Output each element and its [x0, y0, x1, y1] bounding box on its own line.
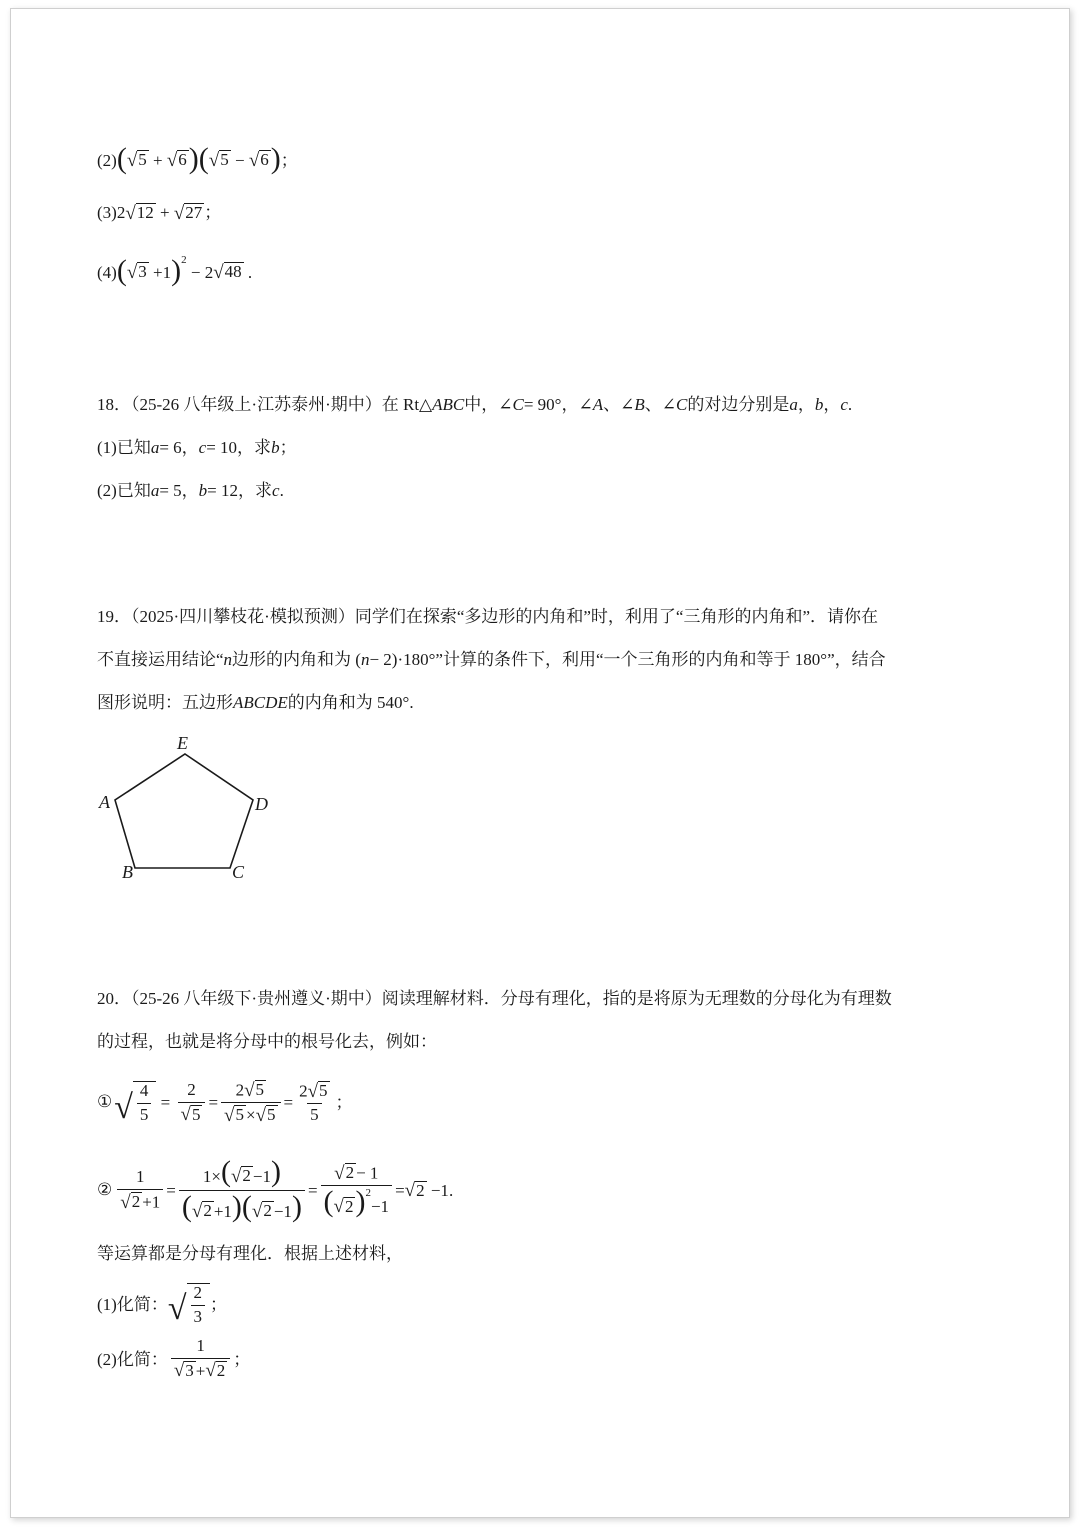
pentagon-shape [115, 754, 253, 868]
q18-stem: 18．（25-26 八年级上·江苏泰州·期中）在 Rt△ ABC 中，∠ C = 90°，∠ A 、∠ B 、∠ C 的对边分别是 a ， b ， c . [97, 395, 853, 414]
vertex-label-a: A [99, 792, 110, 812]
sqrt: √ 3 [126, 261, 147, 283]
sqrt: √ 27 [173, 202, 203, 224]
q17-part3: (3) 2 √ 12 + √ 27 ； [97, 202, 222, 224]
q17-part2: (2) ( √ 5 + √ 6 ) ( √ 5 − √ 6 ) ； [97, 142, 298, 175]
q19-line1: 19．（2025·四川攀枝花·模拟预测）同学们在探索“多边形的内角和”时，利用了“三角形的内角和”．请你在 [97, 607, 879, 626]
q20-line1: 20．（25-26 八年级下·贵州遵义·期中）阅读理解材料．分母有理化，指的是将原为无理数的分母化为有理数 [97, 989, 892, 1008]
q20-line3: 等运算都是分母有理化．根据上述材料， [97, 1244, 403, 1263]
q18-part2: (2)已知 a = 5， b = 12，求 c . [97, 481, 284, 500]
q17-part4: (4) ( √ 3 + 1 ) $^2$ − 2 √ 48 . [97, 253, 253, 287]
q19-line2: 不直接运用结论“ n 边形的内角和为 ( n − 2)·180°”计算的条件下，利用“一个三角形的内角和等于 180°”，结合 [97, 650, 886, 669]
q20-line2: 的过程，也就是将分母中的根号化去，例如： [97, 1032, 437, 1051]
sqrt: √ $\frac{2}{3}$ [168, 1283, 210, 1326]
sqrt: √ 48 [213, 261, 242, 283]
sqrt: √ 6 [166, 149, 187, 171]
sqrt: √ 12 [125, 202, 154, 224]
q20-example1: ① √ $\frac{4}{5}$ = 2 √ 5 = 2 √ 5 √ 5 × √ 5 = 2 √ 5 5 ； [97, 1079, 353, 1127]
q18-part1: (1)已知 a = 6， c = 10，求 b ； [97, 438, 297, 457]
q20-part1: (1)化简： √ $\frac{2}{3}$ ； [97, 1283, 227, 1328]
q20-example2: ② 1 √ 2 +1 = 1×( √ 2 −1) ( √ 2 +1)( √ 2 −1) = √ 2 − 1 ( √ 2 )$^2$−1 = √ 2 −1 . [97, 1155, 454, 1223]
q20-part2: (2)化简： 1 √ 3 + √ 2 ； [97, 1336, 251, 1382]
sqrt: √ $\frac{4}{5}$ [114, 1081, 156, 1124]
pentagon-figure [95, 730, 285, 890]
vertex-label-e: E [177, 733, 188, 753]
sqrt: √ 5 [208, 149, 229, 171]
sqrt: √ 5 [126, 149, 147, 171]
vertex-label-c: C [232, 862, 245, 882]
vertex-label-d: D [255, 794, 268, 814]
vertex-label-b: B [122, 862, 133, 882]
q19-line3: 图形说明：五边形 ABCDE 的内角和为 540°. [97, 693, 414, 712]
sqrt: √ 6 [248, 149, 269, 171]
